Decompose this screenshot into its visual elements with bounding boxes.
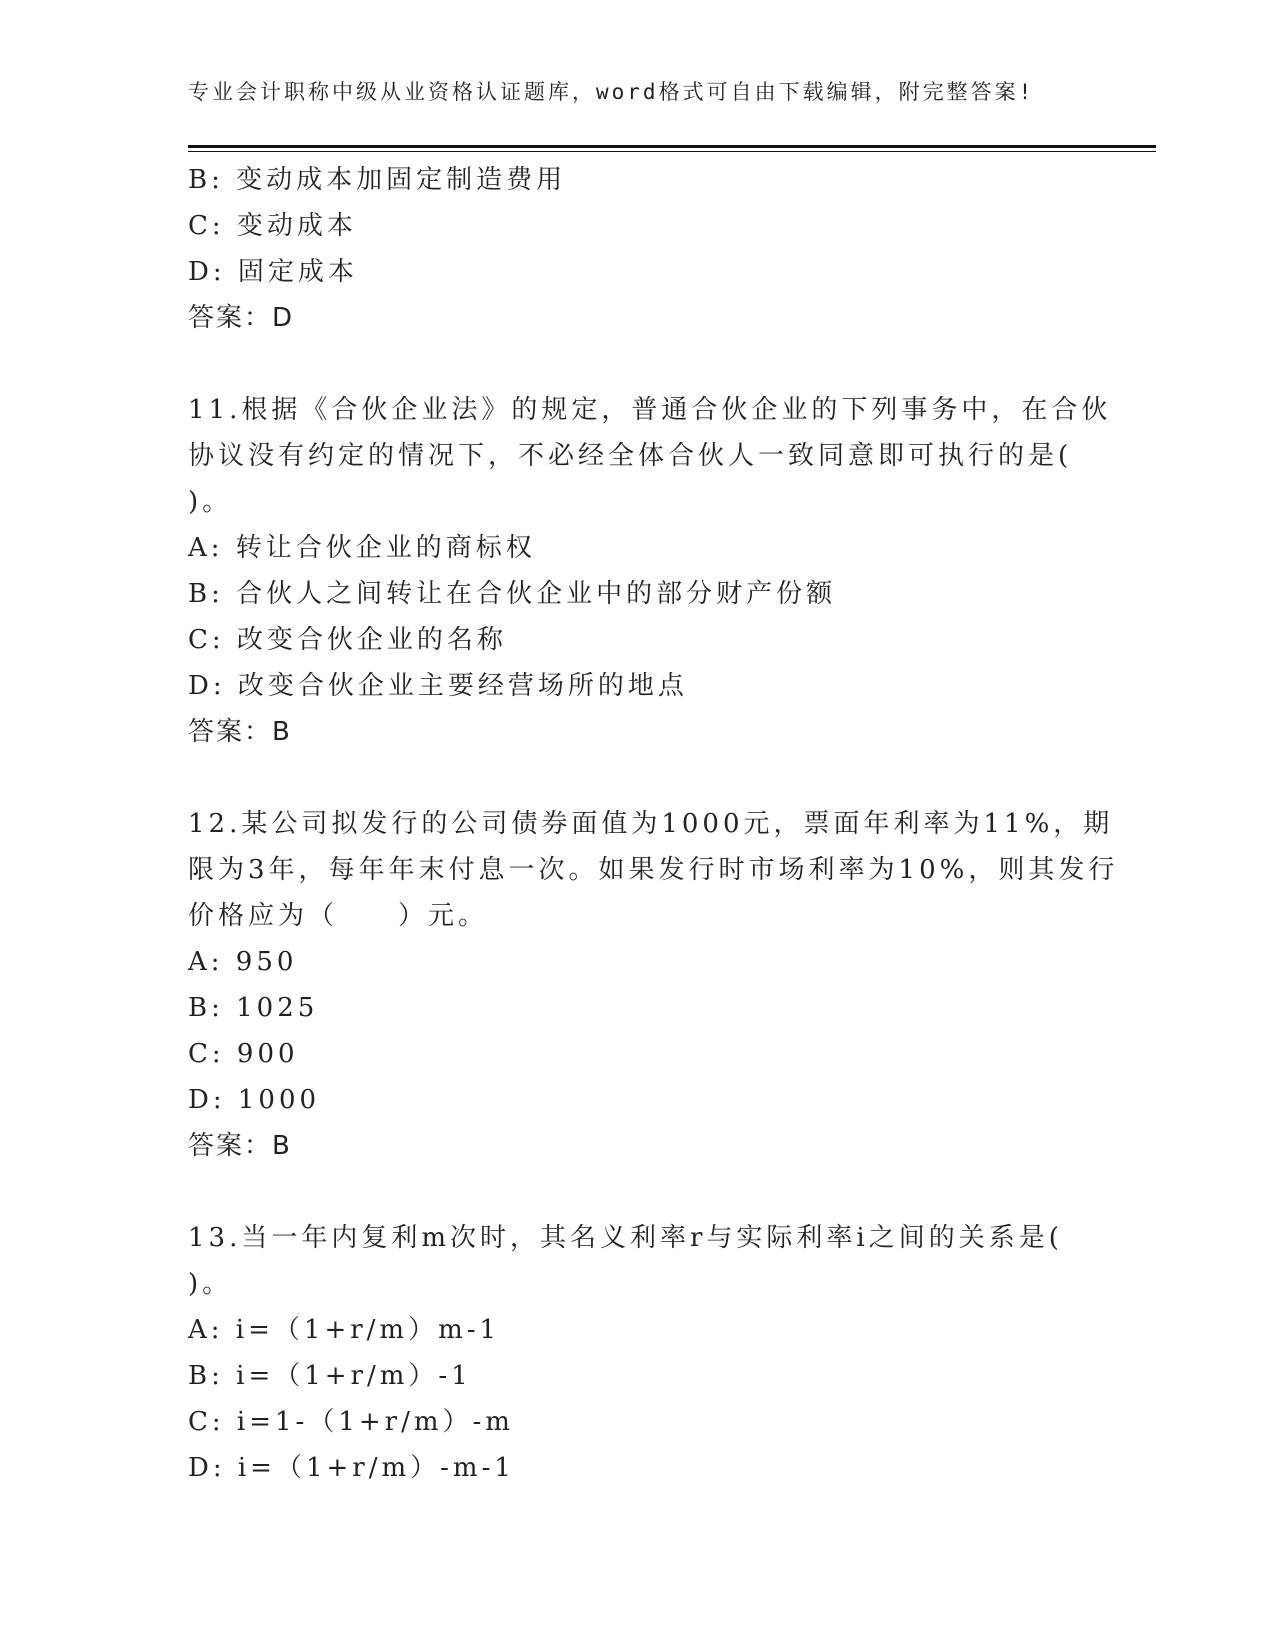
question-stem-line: 协议没有约定的情况下，不必经全体合伙人一致同意即可执行的是( [188,441,1073,471]
option-a: A: 950 [188,947,298,977]
question-stem-line: )。 [188,487,233,517]
option-b: B: 合伙人之间转让在合伙企业中的部分财产份额 [188,579,837,609]
question-stem-line: 12.某公司拟发行的公司债券面值为1000元，票面年利率为11%，期 [188,809,1114,839]
question-block-12 [188,801,1119,1169]
option-b: B: 1025 [188,993,319,1023]
option-c: C: 900 [188,1039,299,1069]
option-c: C: i=1-（1+r/m）-m [188,1407,514,1437]
question-stem-line: 价格应为（ ）元。 [188,901,489,931]
question-spacer [188,341,1088,387]
question-stem-line: 13.当一年内复利m次时，其名义利率r与实际利率i之间的关系是( [188,1223,1063,1253]
header-rule-thick [188,145,1156,148]
question-block-13 [188,1215,1088,1491]
header-rule-thin [188,151,1156,152]
option-a: A: 转让合伙企业的商标权 [188,533,536,563]
question-block-10 [188,157,1088,341]
option-d: D: 1000 [188,1085,321,1115]
option-b: B: 变动成本加固定制造费用 [188,165,567,195]
option-d: D: i=（1+r/m）-m-1 [188,1453,515,1483]
answer-line: 答案：D [188,303,295,333]
page-header: 专业会计职称中级从业资格认证题库，word格式可自由下载编辑，附完整答案! [188,80,1035,104]
question-spacer [188,1169,1088,1215]
question-stem-line: 11.根据《合伙企业法》的规定，普通合伙企业的下列事务中，在合伙 [188,395,1112,425]
option-d: D: 固定成本 [188,257,358,287]
option-d: D: 改变合伙企业主要经营场所的地点 [188,671,688,701]
question-block-11 [188,387,1112,755]
option-c: C: 改变合伙企业的名称 [188,625,507,655]
answer-line: 答案：B [188,1131,292,1161]
option-c: C: 变动成本 [188,211,357,241]
question-stem-line: 限为3年，每年年末付息一次。如果发行时市场利率为10%，则其发行 [188,855,1119,885]
question-stem-line: )。 [188,1269,233,1299]
answer-line: 答案：B [188,717,292,747]
question-spacer [188,755,1088,801]
option-a: A: i=（1+r/m）m-1 [188,1315,501,1345]
option-b: B: i=（1+r/m）-1 [188,1361,472,1391]
question-list [188,157,1119,1491]
